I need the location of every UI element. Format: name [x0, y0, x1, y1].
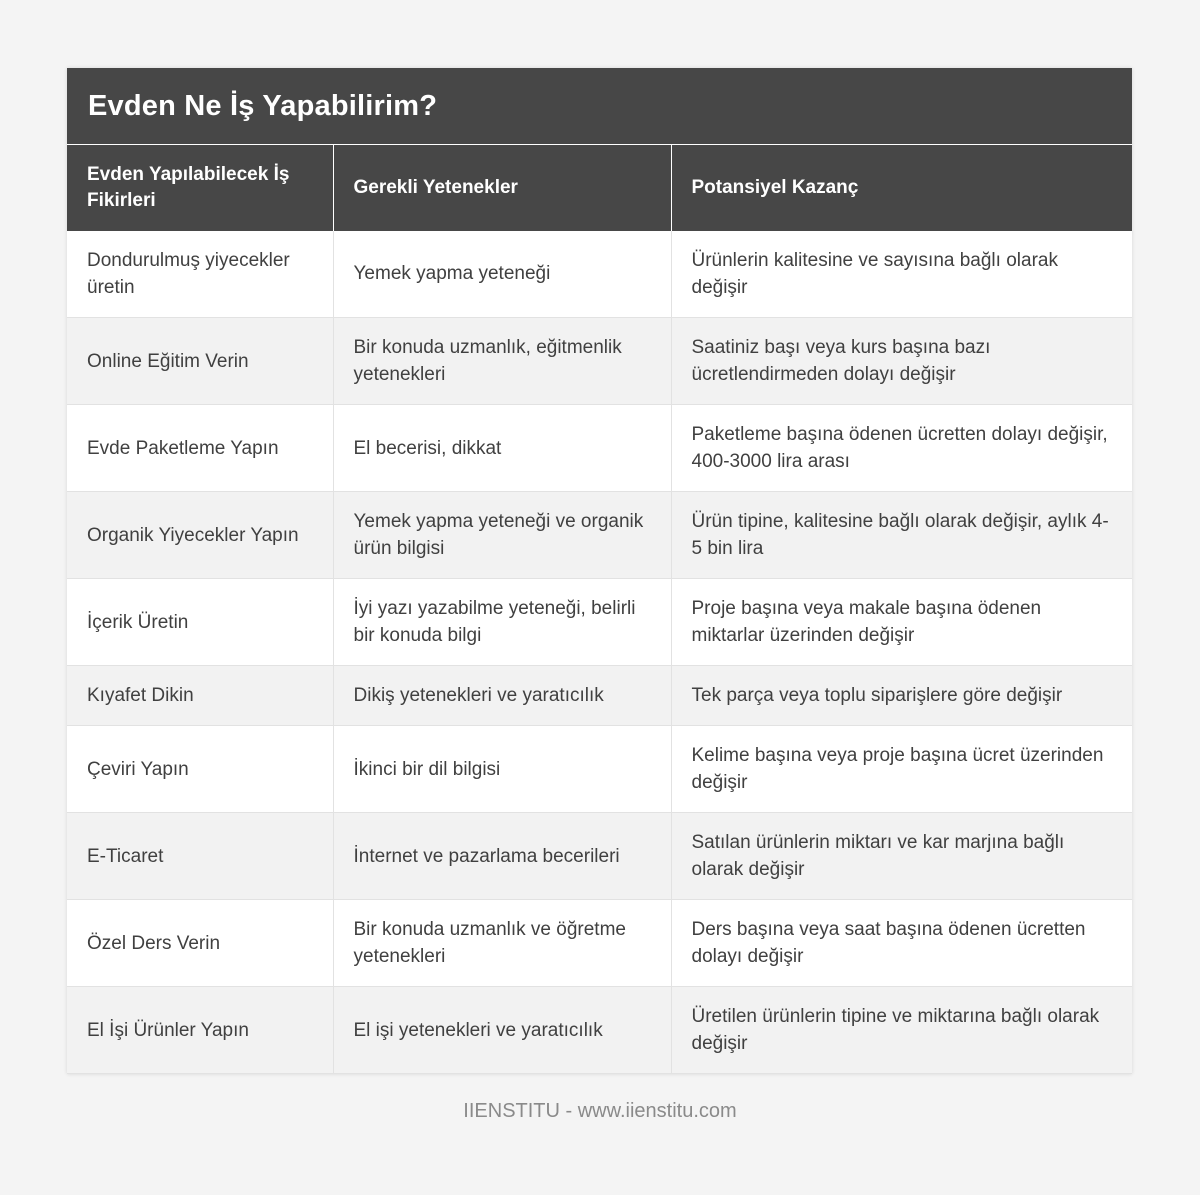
cell-skills: İkinci bir dil bilgisi	[333, 726, 671, 813]
title-bar	[67, 68, 1132, 144]
cell-skills: Bir konuda uzmanlık ve öğretme yetenekleri	[333, 900, 671, 987]
table-row	[67, 813, 1132, 900]
table-row	[67, 900, 1132, 987]
table-row	[67, 318, 1132, 405]
cell-skills: İnternet ve pazarlama becerileri	[333, 813, 671, 900]
cell-idea: El İşi Ürünler Yapın	[67, 987, 333, 1074]
table-row	[67, 987, 1132, 1074]
table-header-row	[67, 145, 1132, 231]
cell-earnings: Kelime başına veya proje başına ücret üzerinden değişir	[671, 726, 1132, 813]
cell-idea: Online Eğitim Verin	[67, 318, 333, 405]
cell-earnings: Satılan ürünlerin miktarı ve kar marjına bağlı olarak değişir	[671, 813, 1132, 900]
cell-idea: Dondurulmuş yiyecekler üretin	[67, 231, 333, 318]
cell-skills: El işi yetenekleri ve yaratıcılık	[333, 987, 671, 1074]
cell-skills: Dikiş yetenekleri ve yaratıcılık	[333, 666, 671, 726]
table-row	[67, 492, 1132, 579]
cell-earnings: Paketleme başına ödenen ücretten dolayı değişir, 400-3000 lira arası	[671, 405, 1132, 492]
cell-earnings: Saatiniz başı veya kurs başına bazı ücretlendirmeden dolayı değişir	[671, 318, 1132, 405]
cell-earnings: Ürünlerin kalitesine ve sayısına bağlı olarak değişir	[671, 231, 1132, 318]
cell-earnings: Ürün tipine, kalitesine bağlı olarak değişir, aylık 4-5 bin lira	[671, 492, 1132, 579]
cell-skills: İyi yazı yazabilme yeteneği, belirli bir konuda bilgi	[333, 579, 671, 666]
cell-earnings: Proje başına veya makale başına ödenen miktarlar üzerinden değişir	[671, 579, 1132, 666]
column-header-skills: Gerekli Yetenekler	[333, 145, 671, 231]
footer-credit: IIENSTITU - www.iienstitu.com	[463, 1100, 737, 1122]
table-row	[67, 666, 1132, 726]
cell-skills: Bir konuda uzmanlık, eğitmenlik yetenekleri	[333, 318, 671, 405]
column-header-earnings: Potansiyel Kazanç	[671, 145, 1132, 231]
cell-earnings: Tek parça veya toplu siparişlere göre değişir	[671, 666, 1132, 726]
cell-skills: Yemek yapma yeteneği ve organik ürün bilgisi	[333, 492, 671, 579]
cell-idea: Özel Ders Verin	[67, 900, 333, 987]
table-card	[67, 68, 1132, 1074]
page-title: Evden Ne İş Yapabilirim?	[88, 89, 438, 122]
cell-skills: Yemek yapma yeteneği	[333, 231, 671, 318]
table-row	[67, 231, 1132, 318]
column-header-ideas: Evden Yapılabilecek İş Fikirleri	[67, 145, 333, 231]
cell-skills: El becerisi, dikkat	[333, 405, 671, 492]
cell-earnings: Üretilen ürünlerin tipine ve miktarına bağlı olarak değişir	[671, 987, 1132, 1074]
table-row	[67, 405, 1132, 492]
cell-idea: Evde Paketleme Yapın	[67, 405, 333, 492]
cell-idea: İçerik Üretin	[67, 579, 333, 666]
cell-earnings: Ders başına veya saat başına ödenen ücretten dolayı değişir	[671, 900, 1132, 987]
cell-idea: Çeviri Yapın	[67, 726, 333, 813]
cell-idea: E-Ticaret	[67, 813, 333, 900]
cell-idea: Organik Yiyecekler Yapın	[67, 492, 333, 579]
table-row	[67, 726, 1132, 813]
table-row	[67, 579, 1132, 666]
ideas-table	[67, 144, 1132, 1074]
cell-idea: Kıyafet Dikin	[67, 666, 333, 726]
